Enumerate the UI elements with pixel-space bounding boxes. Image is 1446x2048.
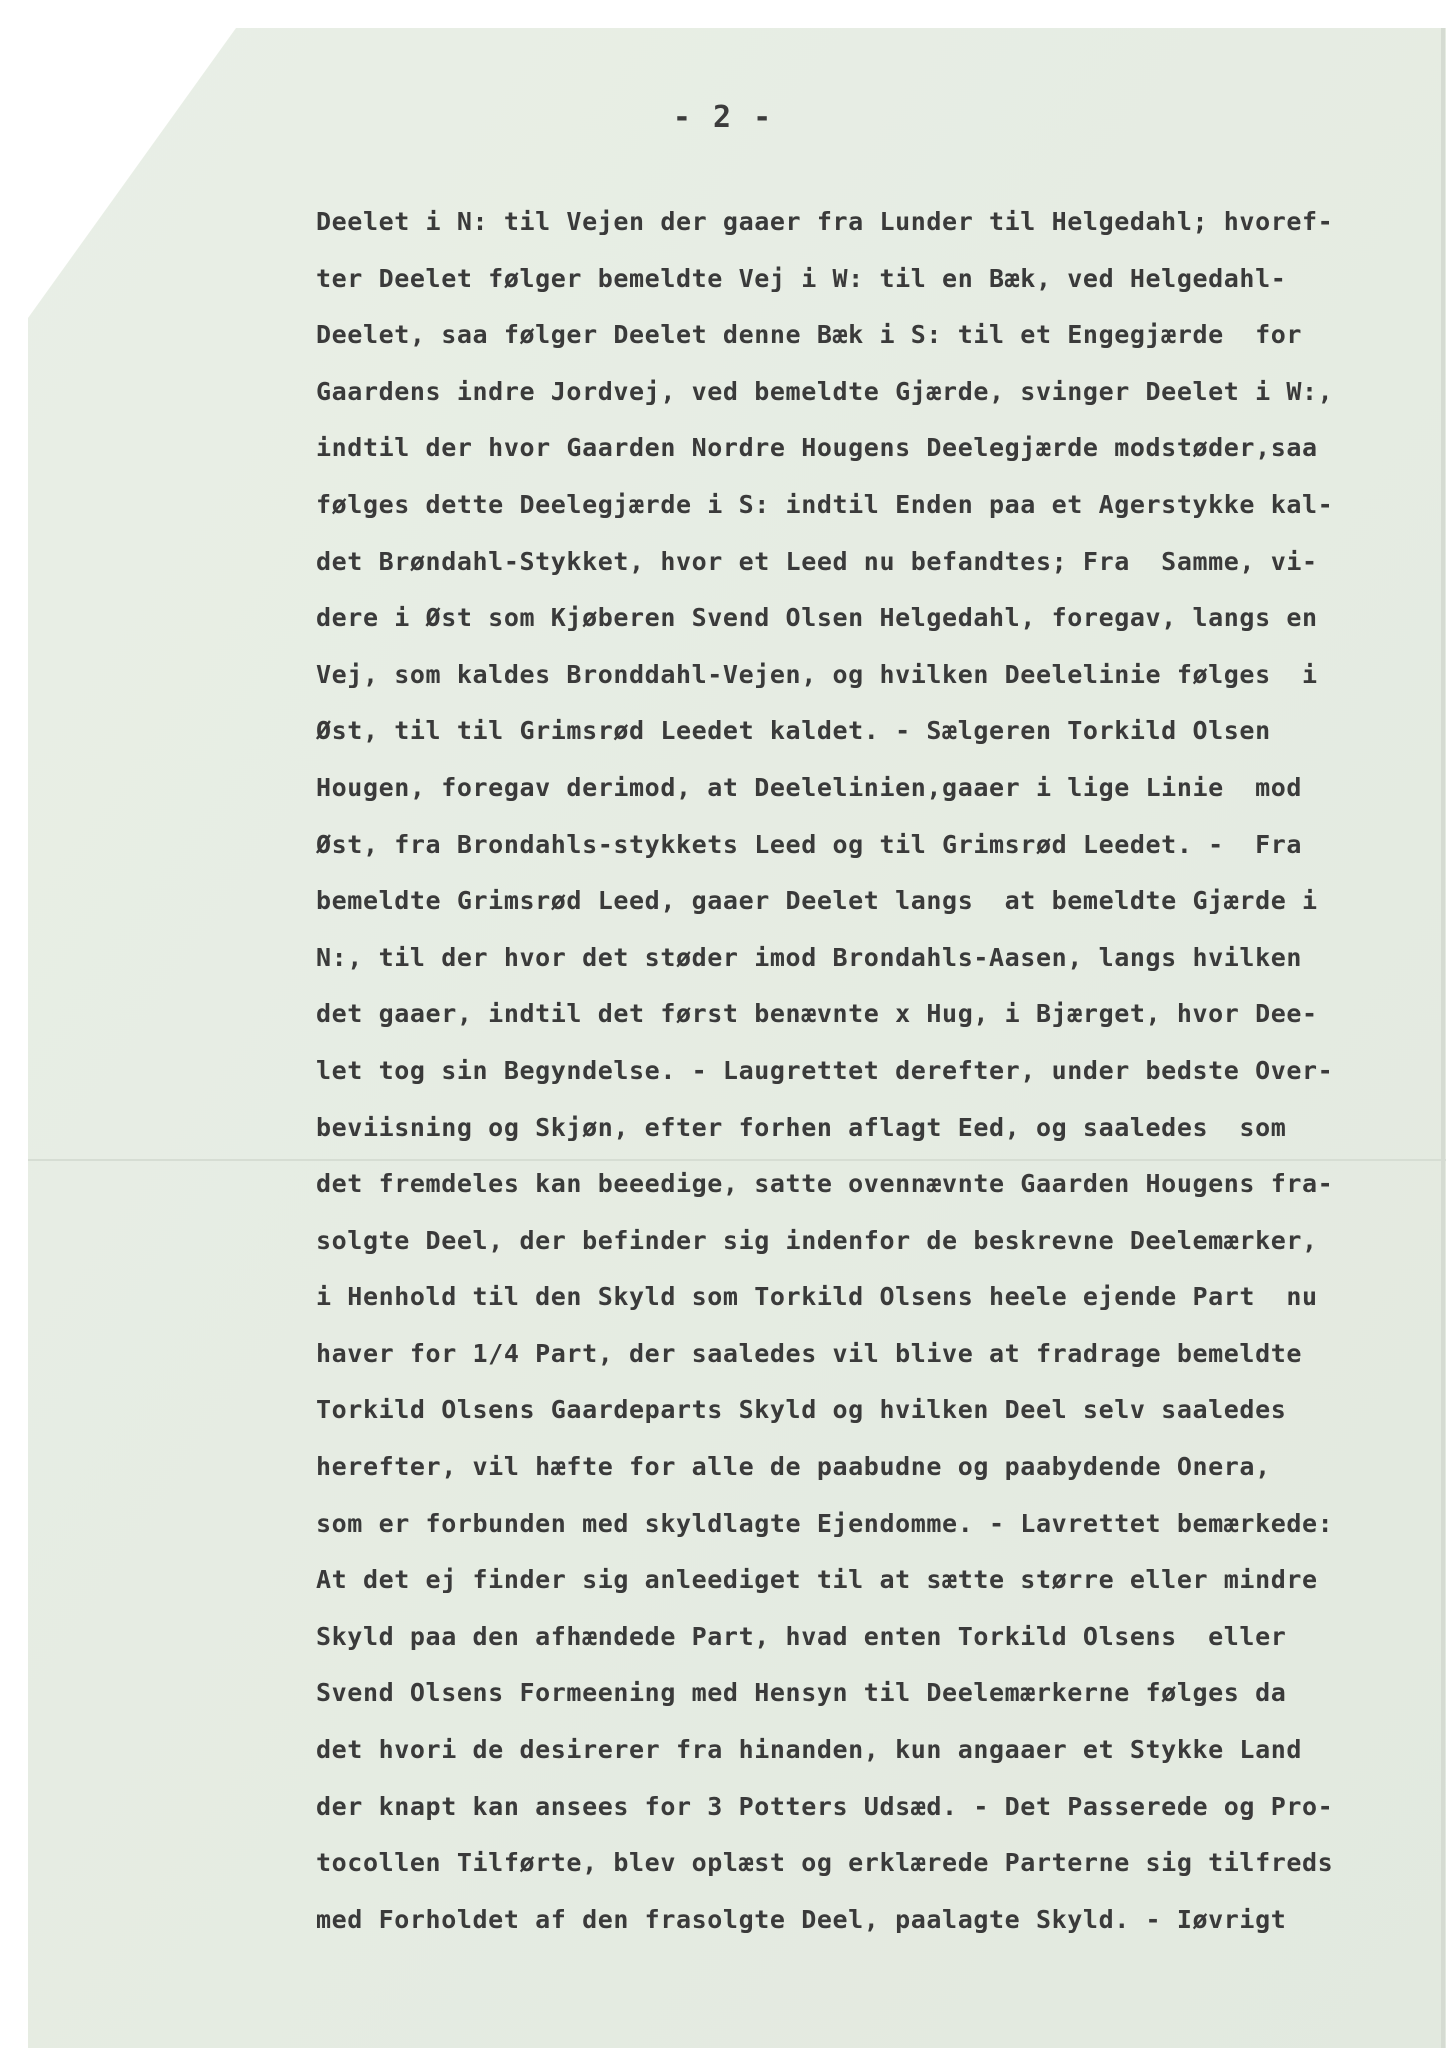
text-line: det fremdeles kan beeedige, satte ovennævnte Gaarden Hougens fra- <box>316 1169 1334 1199</box>
text-line: med Forholdet af den frasolgte Deel, paalagte Skyld. - Iøvrigt <box>316 1904 1287 1934</box>
text-line: Øst, fra Brondahls-stykkets Leed og til Grimsrød Leedet. - Fra <box>316 829 1303 859</box>
text-line: Deelet i N: til Vejen der gaaer fra Lunder til Helgedahl; hvoref- <box>316 207 1334 236</box>
text-line: solgte Deel, der befinder sig indenfor de beskrevne Deelemærker, <box>316 1225 1318 1255</box>
page-number: - 2 - <box>672 100 774 135</box>
text-line: det hvori de desirerer fra hinanden, kun angaaer et Stykke Land <box>316 1735 1303 1765</box>
text-line: Vej, som kaldes Bronddahl-Vejen, og hvilken Deelelinie følges i <box>316 659 1318 689</box>
text-line: Deelet, saa følger Deelet denne Bæk i S: til et Engegjærde for <box>316 320 1303 350</box>
text-line: beviisning og Skjøn, efter forhen aflagt Eed, og saaledes som <box>316 1112 1287 1142</box>
text-line: haver for 1/4 Part, der saaledes vil blive at fradrage bemeldte <box>316 1338 1303 1368</box>
text-line: Svend Olsens Formeening med Hensyn til Deelemærkerne følges da <box>316 1678 1287 1708</box>
text-line: det Brøndahl-Stykket, hvor et Leed nu befandtes; Fra Samme, vi- <box>316 546 1318 576</box>
text-line: At det ej finder sig anleediget til at sætte større eller mindre <box>316 1565 1318 1595</box>
text-line: Hougen, foregav derimod, at Deelelinien,gaaer i lige Linie mod <box>316 772 1303 802</box>
text-line: indtil der hvor Gaarden Nordre Hougens Deelegjærde modstøder,saa <box>316 433 1318 463</box>
text-line: bemeldte Grimsrød Leed, gaaer Deelet langs at bemeldte Gjærde i <box>316 886 1318 916</box>
text-line: det gaaer, indtil det først benævnte x Hug, i Bjærget, hvor Dee- <box>316 999 1318 1029</box>
text-line: ter Deelet følger bemeldte Vej i W: til en Bæk, ved Helgedahl- <box>316 263 1287 293</box>
text-line: der knapt kan ansees for 3 Potters Udsæd. - Det Passerede og Pro- <box>316 1791 1334 1821</box>
text-line: Øst, til til Grimsrød Leedet kaldet. - Sælgeren Torkild Olsen <box>316 716 1271 746</box>
text-line: Gaardens indre Jordvej, ved bemeldte Gjærde, svinger Deelet i W:, <box>316 376 1334 406</box>
text-line: tocollen Tilførte, blev oplæst og erklærede Parterne sig tilfreds <box>316 1848 1334 1878</box>
text-line: let tog sin Begyndelse. - Laugrettet derefter, under bedste Over- <box>316 1055 1334 1085</box>
text-line: herefter, vil hæfte for alle de paabudne og paabydende Onera, <box>316 1452 1271 1482</box>
text-line: følges dette Deelegjærde i S: indtil Enden paa et Agerstykke kal- <box>316 489 1334 519</box>
text-line: N:, til der hvor det støder imod Brondahls-Aasen, langs hvilken <box>316 942 1303 972</box>
document-body <box>316 194 1426 1948</box>
text-line: dere i Øst som Kjøberen Svend Olsen Helgedahl, foregav, langs en <box>316 603 1318 633</box>
text-line: som er forbunden med skyldlagte Ejendomme. - Lavrettet bemærkede: <box>316 1508 1334 1538</box>
text-line: Torkild Olsens Gaardeparts Skyld og hvilken Deel selv saaledes <box>316 1395 1287 1425</box>
text-line: Skyld paa den afhændede Part, hvad enten Torkild Olsens eller <box>316 1621 1287 1651</box>
text-line: i Henhold til den Skyld som Torkild Olsens heele ejende Part nu <box>316 1282 1318 1312</box>
